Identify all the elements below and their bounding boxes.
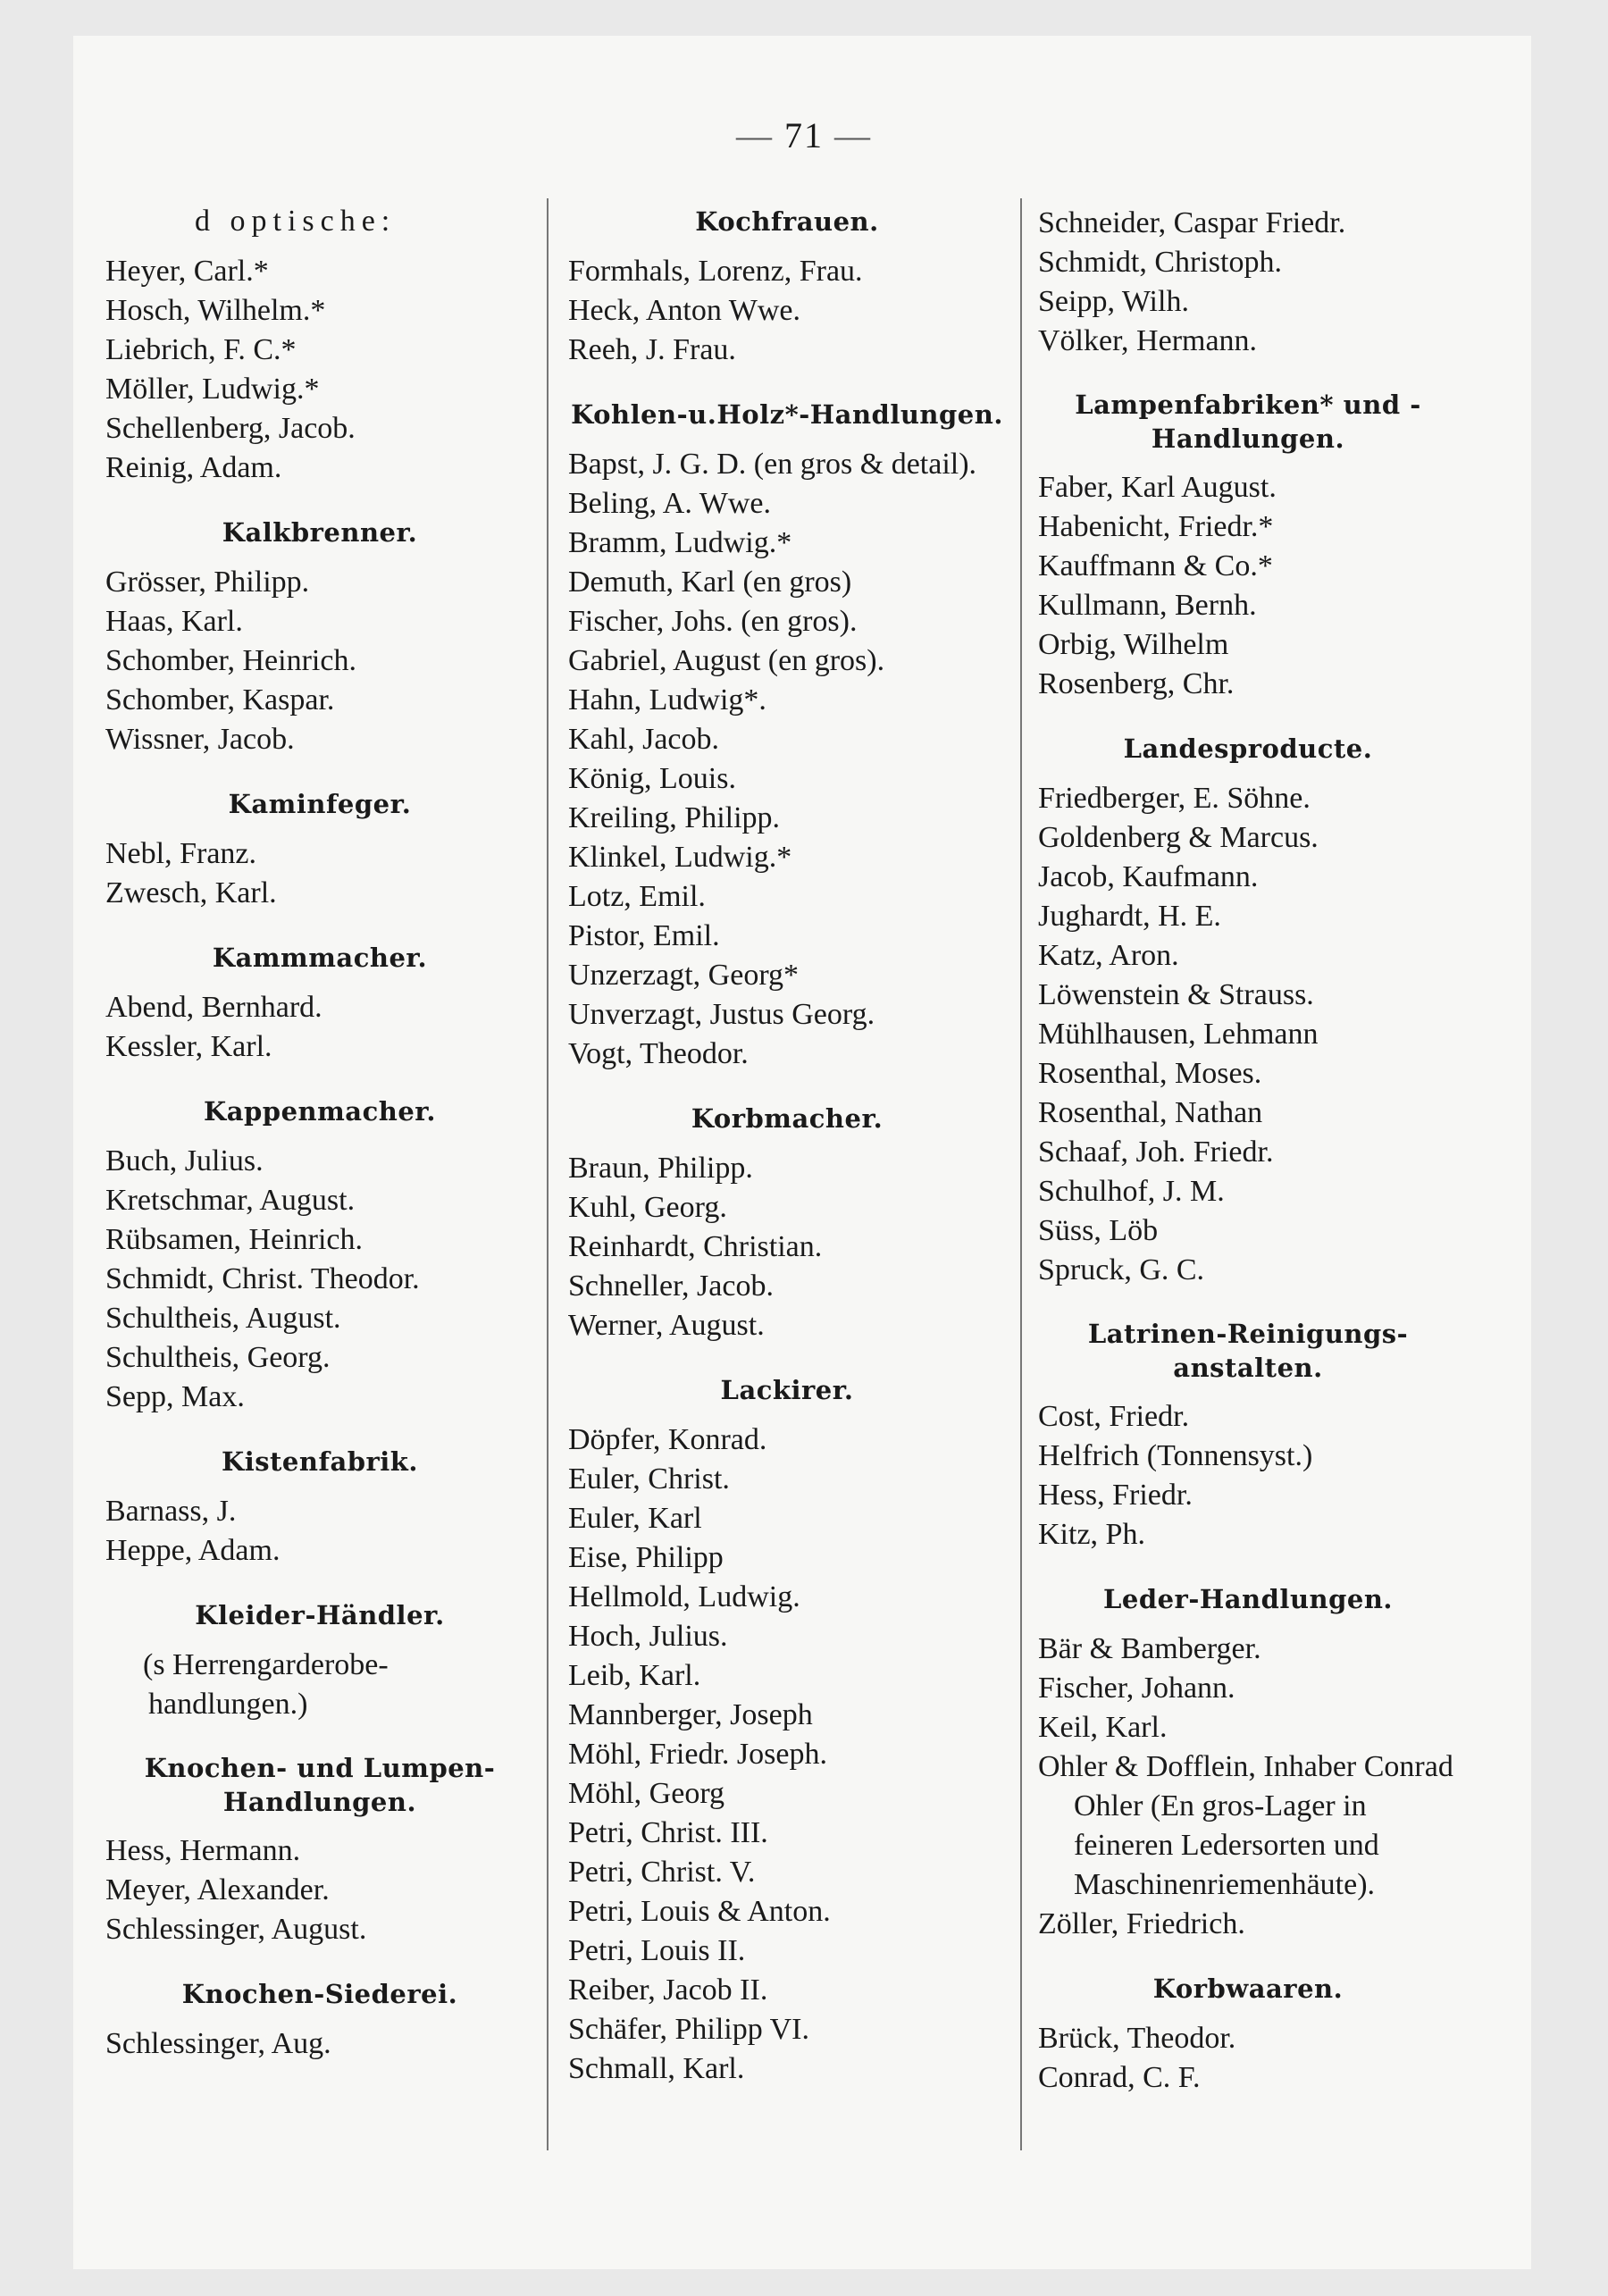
directory-entry: Heppe, Adam. xyxy=(105,1534,281,1567)
directory-entry: Rosenthal, Nathan xyxy=(1038,1096,1263,1129)
directory-entry: Klinkel, Ludwig.* xyxy=(568,841,792,874)
directory-entry: Mühlhausen, Lehmann xyxy=(1038,1018,1319,1051)
section-heading: Kistenfabrik. xyxy=(221,1446,418,1477)
directory-entry: Seipp, Wilh. xyxy=(1038,285,1189,318)
section-kleider-haendler xyxy=(105,1597,534,1724)
section-kistenfabrik xyxy=(105,1444,534,1571)
section-heading: d optische: xyxy=(195,205,397,238)
section-kochfrauen xyxy=(568,204,1006,370)
directory-entry: Demuth, Karl (en gros) xyxy=(568,566,852,599)
section-knochen-lumpen xyxy=(105,1751,534,1949)
section-continued xyxy=(1038,204,1458,361)
section-heading: Kaminfeger. xyxy=(228,789,412,819)
section-heading: Knochen- und Lumpen-Handlungen. xyxy=(144,1753,496,1817)
column-2 xyxy=(568,204,1006,2116)
directory-entry: Liebrich, F. C.* xyxy=(105,333,297,366)
directory-entry: Jacob, Kaufmann. xyxy=(1038,860,1259,893)
directory-entry: Hoch, Julius. xyxy=(568,1620,728,1653)
directory-entry: Reeh, J. Frau. xyxy=(568,333,736,366)
section-lampenfabriken xyxy=(1038,388,1458,704)
directory-entry: Völker, Hermann. xyxy=(1038,324,1258,357)
directory-entry: Werner, August. xyxy=(568,1309,765,1342)
section-heading: Knochen-Siederei. xyxy=(181,1979,458,2009)
directory-entry: Kessler, Karl. xyxy=(105,1030,272,1063)
directory-entry: Beling, A. Wwe. xyxy=(568,487,771,520)
directory-entry: Leib, Karl. xyxy=(568,1659,701,1692)
directory-entry: Heck, Anton Wwe. xyxy=(568,294,800,327)
directory-entry: Ohler & Dofflein, Inhaber Conrad Ohler (En gros-Lager in feineren Ledersorten und Maschinenriemenhäute). xyxy=(1038,1750,1453,1901)
directory-entry: Schlessinger, August. xyxy=(105,1913,367,1946)
directory-entry: Habenicht, Friedr.* xyxy=(1038,510,1274,543)
section-leder-handlungen xyxy=(1038,1581,1458,1944)
directory-entry: Döpfer, Konrad. xyxy=(568,1423,767,1456)
directory-entry: Hellmold, Ludwig. xyxy=(568,1580,800,1613)
directory-entry: Bapst, J. G. D. (en gros & detail). xyxy=(568,448,977,481)
section-korbwaaren xyxy=(1038,1971,1458,2098)
directory-entry: Faber, Karl August. xyxy=(1038,471,1277,504)
directory-entry: Schneller, Jacob. xyxy=(568,1270,774,1303)
directory-entry: Buch, Julius. xyxy=(105,1144,264,1177)
directory-entry: Schmidt, Christoph. xyxy=(1038,246,1282,279)
directory-entry: Vogt, Theodor. xyxy=(568,1037,749,1070)
section-kalkbrenner xyxy=(105,515,534,759)
directory-entry: Kretschmar, August. xyxy=(105,1184,356,1217)
section-heading: Kammmacher. xyxy=(212,943,428,973)
directory-entry: Kitz, Ph. xyxy=(1038,1518,1145,1551)
section-heading: Kappenmacher. xyxy=(204,1096,436,1127)
directory-entry: Gabriel, August (en gros). xyxy=(568,644,885,677)
column-1 xyxy=(105,204,534,2091)
directory-entry: Meyer, Alexander. xyxy=(105,1873,330,1906)
directory-entry: Sepp, Max. xyxy=(105,1380,245,1413)
directory-entry: Pistor, Emil. xyxy=(568,919,720,952)
directory-entry: Helfrich (Tonnensyst.) xyxy=(1038,1439,1313,1472)
directory-entry: Hess, Hermann. xyxy=(105,1834,301,1867)
section-heading: Lackirer. xyxy=(720,1375,854,1405)
directory-entry: Kauffmann & Co.* xyxy=(1038,549,1273,582)
directory-entry: Nebl, Franz. xyxy=(105,837,257,870)
directory-entry: Abend, Bernhard. xyxy=(105,991,322,1024)
directory-entry: Schomber, Kaspar. xyxy=(105,683,335,716)
directory-entry: Eise, Philipp xyxy=(568,1541,724,1574)
directory-entry: Fischer, Johann. xyxy=(1038,1672,1235,1705)
section-kaminfeger xyxy=(105,786,534,913)
section-heading: Korbmacher. xyxy=(691,1103,884,1134)
section-heading: Latrinen-Reinigungs-anstalten. xyxy=(1087,1319,1409,1383)
section-korbmacher xyxy=(568,1101,1006,1345)
directory-entry: Schomber, Heinrich. xyxy=(105,644,356,677)
directory-entry: Fischer, Johs. (en gros). xyxy=(568,605,858,638)
column-divider xyxy=(547,198,549,2150)
directory-entry: Schmidt, Christ. Theodor. xyxy=(105,1262,420,1295)
directory-entry: Hosch, Wilhelm.* xyxy=(105,294,326,327)
directory-entry: Rosenthal, Moses. xyxy=(1038,1057,1262,1090)
directory-entry: Conrad, C. F. xyxy=(1038,2061,1201,2094)
section-heading: Kalkbrenner. xyxy=(222,517,418,548)
directory-entry: Möhl, Friedr. Joseph. xyxy=(568,1738,827,1771)
section-landesproducte xyxy=(1038,731,1458,1290)
directory-entry: Petri, Louis & Anton. xyxy=(568,1895,831,1928)
directory-entry: Goldenberg & Marcus. xyxy=(1038,821,1319,854)
directory-entry: Cost, Friedr. xyxy=(1038,1400,1190,1433)
directory-entry: Bramm, Ludwig.* xyxy=(568,526,792,559)
directory-entry: Kreiling, Philipp. xyxy=(568,801,781,834)
section-knochen-siederei xyxy=(105,1976,534,2064)
section-heading: Kleider-Händler. xyxy=(195,1600,445,1630)
directory-entry: Grösser, Philipp. xyxy=(105,566,310,599)
directory-entry: Euler, Karl xyxy=(568,1502,702,1535)
directory-entry: Euler, Christ. xyxy=(568,1462,730,1496)
section-heading: Kochfrauen. xyxy=(695,206,879,237)
directory-entry: Heyer, Carl.* xyxy=(105,255,269,288)
directory-entry: Reinhardt, Christian. xyxy=(568,1230,823,1263)
directory-entry: Kahl, Jacob. xyxy=(568,723,720,756)
section-latrinen-reinigung xyxy=(1038,1317,1458,1554)
directory-entry: Hess, Friedr. xyxy=(1038,1479,1193,1512)
directory-entry: Spruck, G. C. xyxy=(1038,1253,1205,1286)
directory-entry: Möhl, Georg xyxy=(568,1777,725,1810)
directory-entry: Schaaf, Joh. Friedr. xyxy=(1038,1135,1274,1169)
directory-entry: Löwenstein & Strauss. xyxy=(1038,978,1314,1011)
section-kohlen-holz xyxy=(568,397,1006,1074)
directory-entry: Schneider, Caspar Friedr. xyxy=(1038,206,1346,239)
directory-entry: Formhals, Lorenz, Frau. xyxy=(568,255,863,288)
directory-entry: Rosenberg, Chr. xyxy=(1038,667,1235,700)
section-heading: Leder-Handlungen. xyxy=(1102,1584,1394,1614)
column-3 xyxy=(1038,204,1458,2124)
directory-entry: Orbig, Wilhelm xyxy=(1038,628,1229,661)
directory-entry: Bär & Bamberger. xyxy=(1038,1632,1261,1665)
directory-entry: Süss, Löb xyxy=(1038,1214,1159,1247)
directory-entry: Zöller, Friedrich. xyxy=(1038,1907,1245,1940)
directory-entry: Schäfer, Philipp VI. xyxy=(568,2013,809,2046)
section-kappenmacher xyxy=(105,1094,534,1417)
directory-entry: Braun, Philipp. xyxy=(568,1152,753,1185)
directory-entry: Mannberger, Joseph xyxy=(568,1698,813,1731)
directory-entry: Keil, Karl. xyxy=(1038,1711,1168,1744)
directory-entry: Schlessinger, Aug. xyxy=(105,2027,331,2060)
cross-reference-note: (s Herrengarderobe-handlungen.) xyxy=(143,1648,389,1721)
directory-entry: Hahn, Ludwig*. xyxy=(568,683,766,716)
directory-entry: Barnass, J. xyxy=(105,1495,237,1528)
section-lackirer xyxy=(568,1372,1006,2089)
directory-entry: Reinig, Adam. xyxy=(105,451,282,484)
directory-entry: Unverzagt, Justus Georg. xyxy=(568,998,875,1031)
section-heading: Kohlen-u.Holz*-Handlungen. xyxy=(571,399,1003,430)
directory-entry: Lotz, Emil. xyxy=(568,880,706,913)
directory-entry: Friedberger, E. Söhne. xyxy=(1038,782,1311,815)
directory-entry: Schultheis, Georg. xyxy=(105,1341,331,1374)
section-heading: Korbwaaren. xyxy=(1152,1973,1344,2004)
directory-entry: König, Louis. xyxy=(568,762,736,795)
directory-entry: Schellenberg, Jacob. xyxy=(105,412,356,445)
directory-entry: Haas, Karl. xyxy=(105,605,243,638)
directory-entry: Schultheis, August. xyxy=(105,1302,341,1335)
directory-entry: Katz, Aron. xyxy=(1038,939,1179,972)
directory-entry: Schulhof, J. M. xyxy=(1038,1175,1225,1208)
directory-entry: Petri, Christ. V. xyxy=(568,1856,756,1889)
column-divider xyxy=(1020,198,1022,2150)
directory-entry: Kullmann, Bernh. xyxy=(1038,589,1257,622)
directory-entry: Jughardt, H. E. xyxy=(1038,900,1221,933)
directory-entry: Brück, Theodor. xyxy=(1038,2022,1236,2055)
section-heading: Landesproducte. xyxy=(1123,733,1373,764)
directory-entry: Petri, Christ. III. xyxy=(568,1816,768,1849)
directory-entry: Petri, Louis II. xyxy=(568,1934,746,1967)
directory-entry: Schmall, Karl. xyxy=(568,2052,745,2085)
directory-entry: Rübsamen, Heinrich. xyxy=(105,1223,363,1256)
directory-entry: Kuhl, Georg. xyxy=(568,1191,727,1224)
directory-entry: Reiber, Jacob II. xyxy=(568,1973,768,2007)
section-optische xyxy=(105,204,534,488)
page-number: — 71 — xyxy=(736,115,872,155)
directory-entry: Möller, Ludwig.* xyxy=(105,373,320,406)
section-kammmacher xyxy=(105,940,534,1067)
section-heading: Lampenfabriken* und -Handlungen. xyxy=(1075,390,1421,454)
directory-entry: Zwesch, Karl. xyxy=(105,876,277,909)
directory-entry: Wissner, Jacob. xyxy=(105,723,295,756)
directory-entry: Unzerzagt, Georg* xyxy=(568,959,800,992)
